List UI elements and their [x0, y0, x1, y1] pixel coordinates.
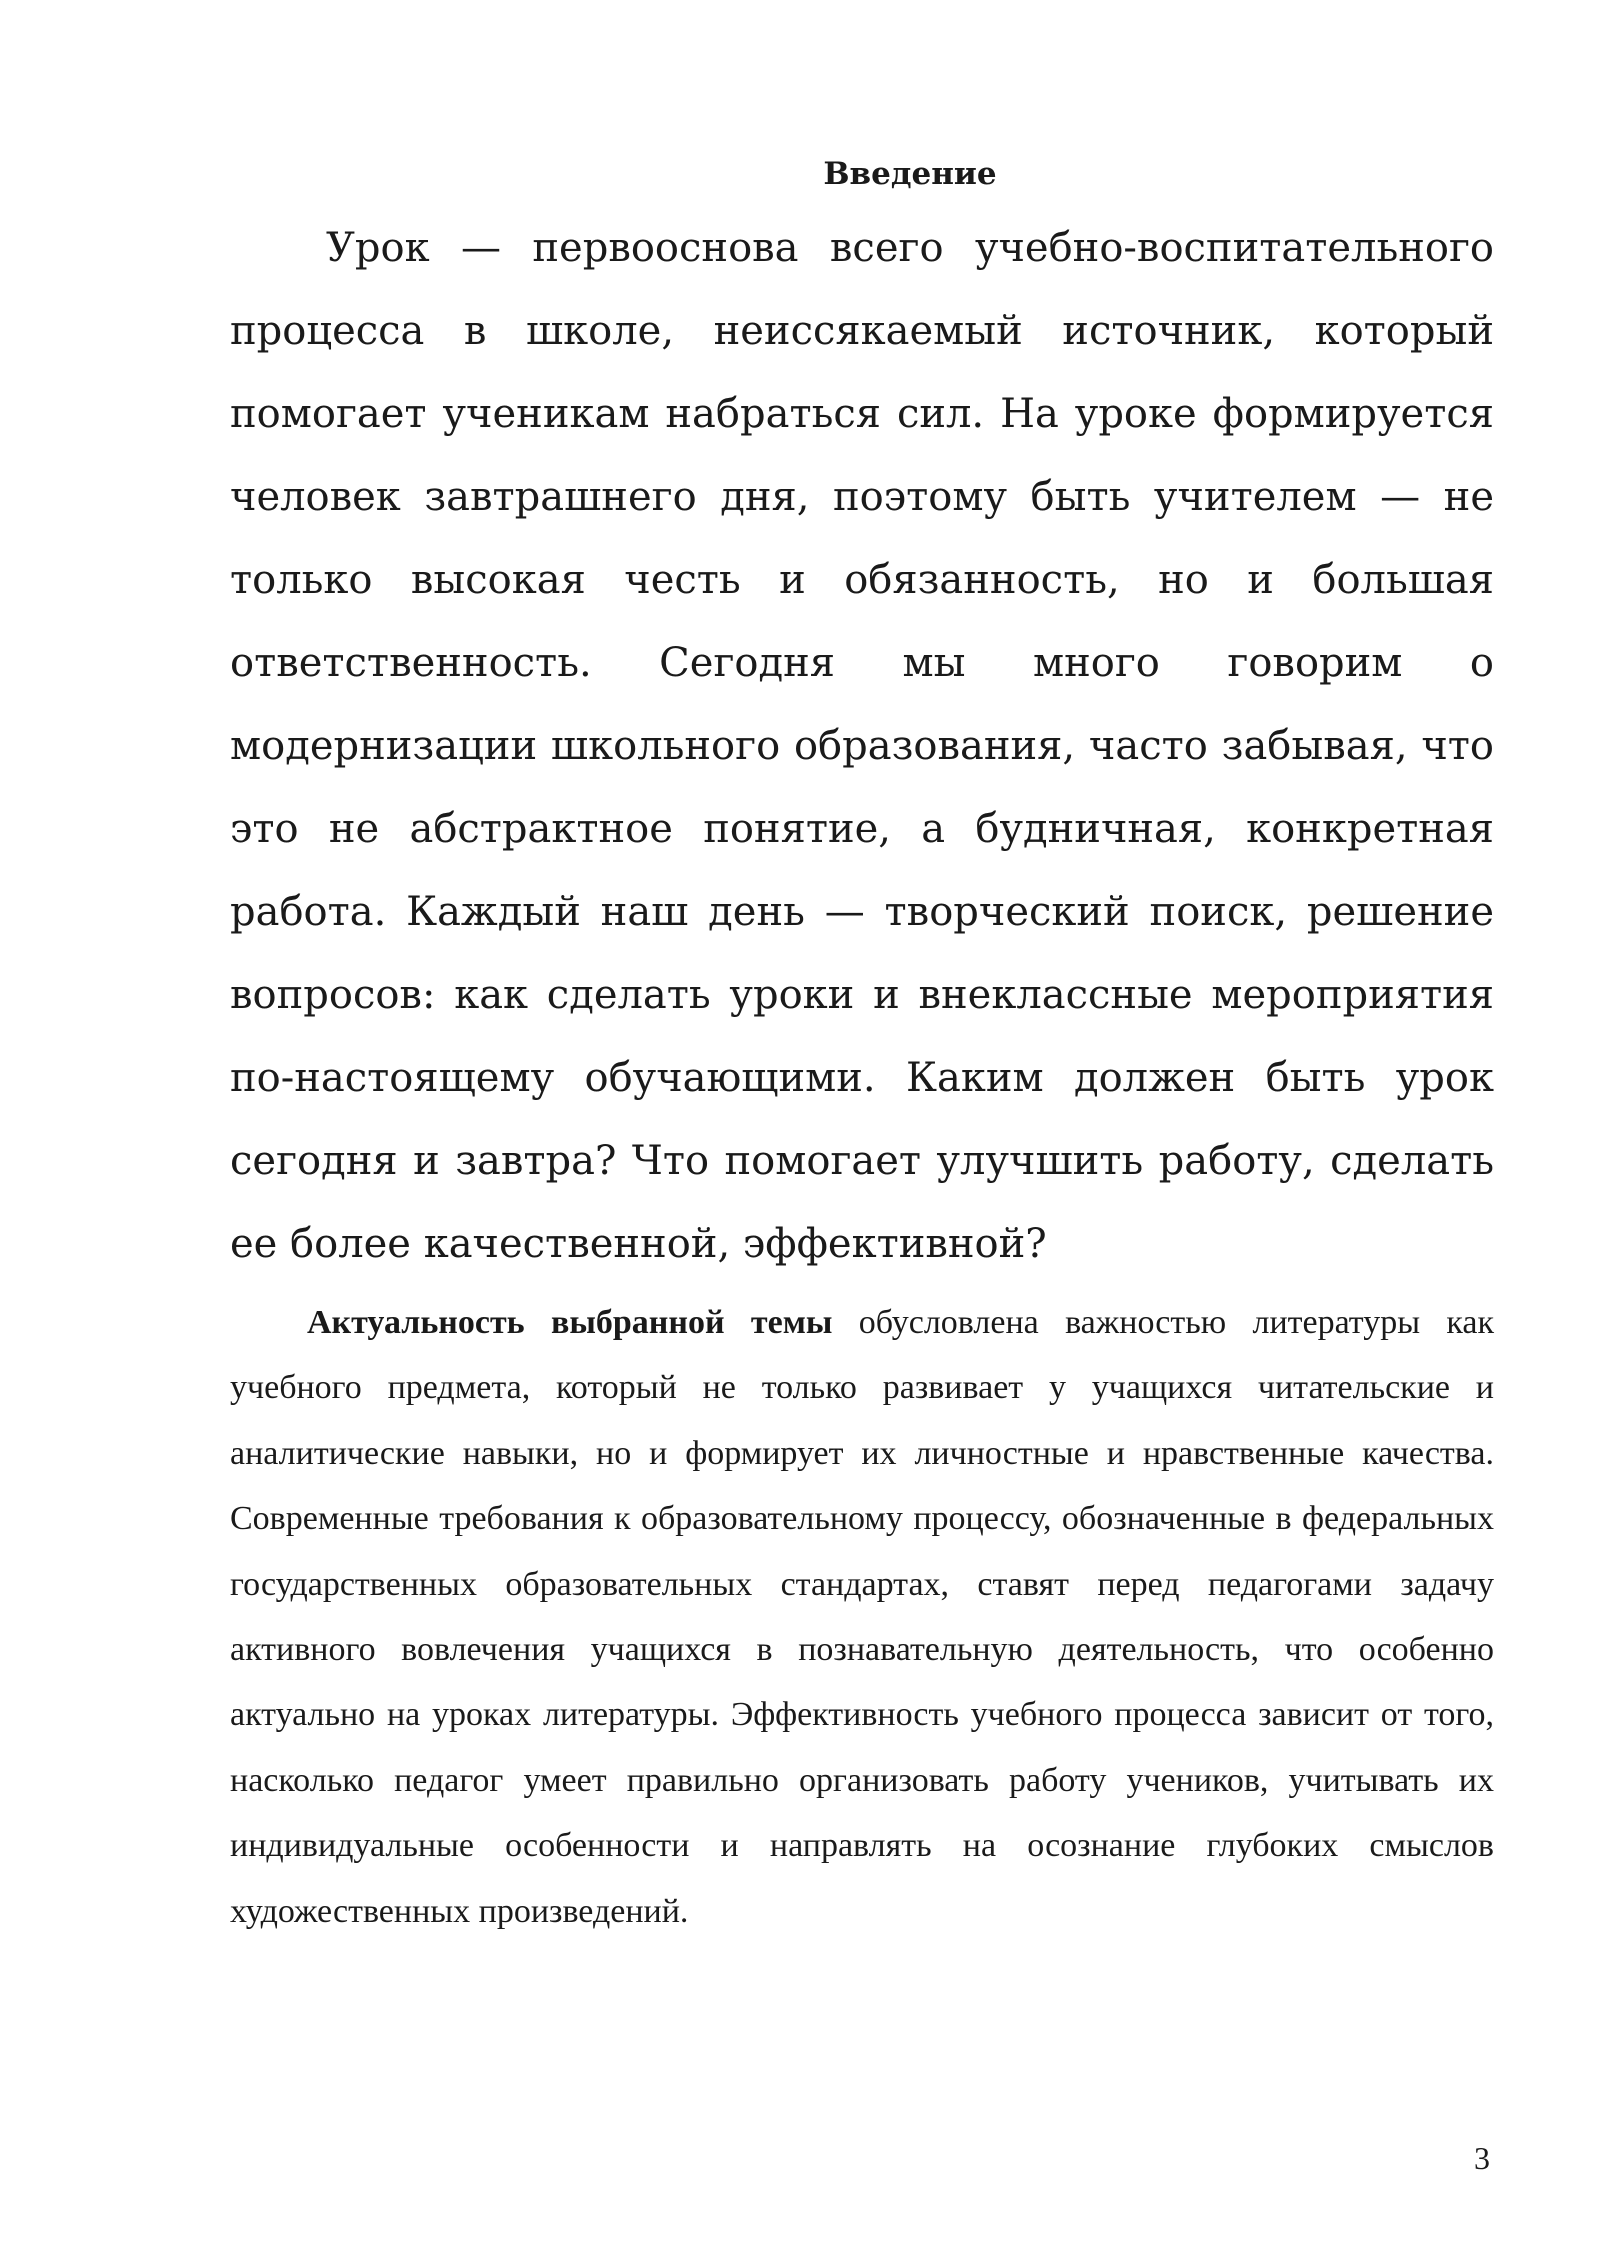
page-number: 3 — [1474, 2140, 1490, 2176]
relevance-lead: Актуальность выбранной темы — [307, 1304, 833, 1341]
intro-paragraph: Урок — первооснова всего учебно-воспитательного процесса в школе, неиссякаемый источник, который помогает ученикам набраться сил. На уроке формируется человек завтрашнего дня, поэтому быть учителем — не только высокая честь и обязанность, но и большая ответственность. Сегодня мы много говорим о модернизации школьного образования, часто забывая, что это не абстрактное понятие, а будничная, конкретная работа. Каждый наш день — творческий поиск, решение вопросов: как сделать уроки и внеклассные мероприятия по-настоящему обучающими. Каким должен быть урок сегодня и завтра? Что помогает улучшить работу, сделать ее более качественной, эффективной? — [230, 225, 1494, 1267]
relevance-text: обусловлена важностью литературы как учебного предмета, который не только развивает у учащихся читательские и аналитические навыки, но и формирует их личностные и нравственные качества. Современные требования к образовательному процессу, обозначенные в федеральных государственных образовательных стандартах, ставят перед педагогами задачу активного вовлечения учащихся в познавательную деятельность, что особенно актуально на уроках литературы. Эффективность учебного процесса зависит от того, насколько педагог умеет правильно организовать работу учеников, учитывать их индивидуальные особенности и направлять на осознание глубоких смыслов художественных произведений. — [230, 1304, 1494, 1930]
relevance-paragraph — [230, 1290, 1494, 1944]
section-heading: Введение — [823, 156, 997, 192]
